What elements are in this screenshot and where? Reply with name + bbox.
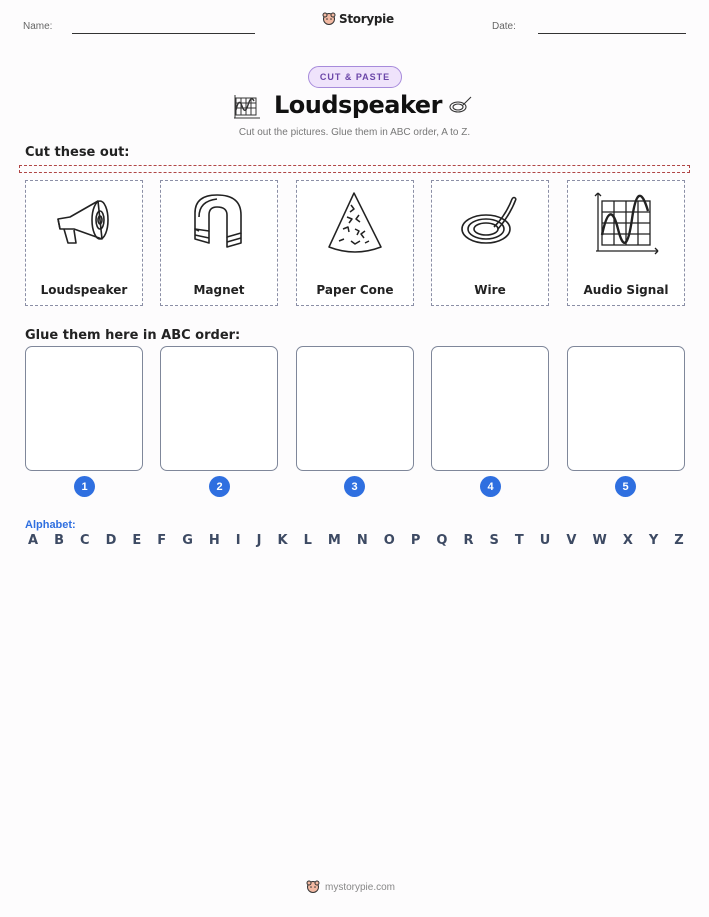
audio-signal-icon: [592, 189, 662, 259]
alphabet-letter: M: [327, 533, 341, 548]
name-label: Name:: [23, 21, 53, 32]
alphabet-letter: P: [410, 533, 421, 548]
alphabet-letter: X: [622, 533, 633, 548]
paper-cone-icon: [321, 189, 391, 259]
audio-signal-icon: [232, 93, 262, 121]
alphabet-letter: O: [383, 533, 395, 548]
alphabet-letter: G: [182, 533, 193, 548]
glue-box-4[interactable]: [431, 346, 549, 471]
page-title: Loudspeaker: [274, 91, 442, 119]
alphabet-letter: W: [592, 533, 607, 548]
megaphone-icon: [50, 189, 120, 259]
order-number-2: 2: [209, 476, 230, 497]
order-number-4: 4: [480, 476, 501, 497]
footer: [306, 880, 395, 894]
cut-card-label: Paper Cone: [316, 283, 394, 297]
alphabet-letter: D: [105, 533, 117, 548]
alphabet-row: [28, 533, 684, 548]
glue-box-3[interactable]: [296, 346, 414, 471]
activity-badge: CUT & PASTE: [308, 66, 402, 88]
alphabet-letter: V: [566, 533, 577, 548]
brand-logo: [322, 12, 394, 26]
footer-url[interactable]: mystorypie.com: [325, 881, 396, 893]
wire-coil-icon: [448, 94, 474, 116]
order-number-5: 5: [615, 476, 636, 497]
storypie-mascot-icon: [306, 880, 320, 894]
cut-card-audio-signal[interactable]: [567, 180, 685, 306]
alphabet-letter: Y: [648, 533, 659, 548]
alphabet-letter: L: [303, 533, 312, 548]
storypie-mascot-icon: [322, 12, 336, 26]
cut-card-magnet[interactable]: [160, 180, 278, 306]
cut-card-label: Magnet: [193, 283, 245, 297]
alphabet-letter: T: [514, 533, 524, 548]
alphabet-letter: J: [256, 533, 262, 548]
cut-section-heading: Cut these out:: [25, 145, 130, 160]
glue-box-5[interactable]: [567, 346, 685, 471]
alphabet-letter: C: [80, 533, 90, 548]
alphabet-letter: A: [28, 533, 39, 548]
glue-box-2[interactable]: [160, 346, 278, 471]
alphabet-letter: H: [208, 533, 220, 548]
alphabet-letter: N: [356, 533, 368, 548]
alphabet-letter: I: [235, 533, 241, 548]
wire-coil-icon: [456, 189, 526, 259]
brand-name: Storypie: [339, 12, 394, 26]
name-field-line[interactable]: [72, 33, 255, 34]
order-number-1: 1: [74, 476, 95, 497]
alphabet-letter: R: [463, 533, 474, 548]
cut-card-label: Wire: [474, 283, 506, 297]
alphabet-letter: Z: [674, 533, 684, 548]
alphabet-letter: F: [157, 533, 167, 548]
alphabet-letter: S: [489, 533, 499, 548]
cut-card-label: Loudspeaker: [40, 283, 128, 297]
alphabet-letter: K: [277, 533, 288, 548]
alphabet-title: Alphabet:: [25, 519, 76, 531]
title-row: [0, 91, 709, 125]
glue-section-heading: Glue them here in ABC order:: [25, 328, 241, 343]
alphabet-letter: E: [132, 533, 142, 548]
date-field-line[interactable]: [538, 33, 686, 34]
glue-box-1[interactable]: [25, 346, 143, 471]
alphabet-letter: U: [539, 533, 551, 548]
order-number-3: 3: [344, 476, 365, 497]
alphabet-letter: B: [54, 533, 64, 548]
magnet-icon: [185, 189, 255, 259]
cut-card-paper-cone[interactable]: [296, 180, 414, 306]
instructions: Cut out the pictures. Glue them in ABC order, A to Z.: [238, 127, 471, 138]
date-label: Date:: [492, 21, 516, 32]
cut-card-loudspeaker[interactable]: [25, 180, 143, 306]
cut-dashed-line: [19, 165, 690, 173]
cut-card-wire[interactable]: [431, 180, 549, 306]
cut-card-label: Audio Signal: [583, 283, 669, 297]
alphabet-letter: Q: [436, 533, 448, 548]
